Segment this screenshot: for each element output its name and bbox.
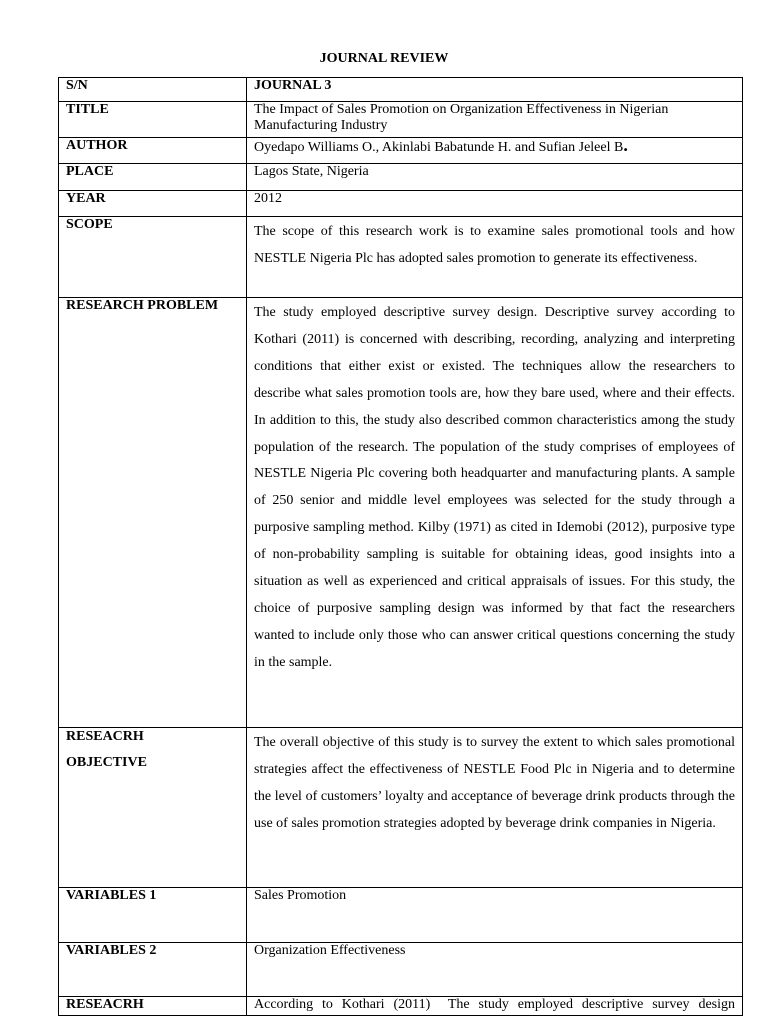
row-place (59, 164, 743, 191)
variables2-value: Organization Effectiveness (247, 943, 743, 997)
row-research-problem (59, 298, 743, 728)
title-value: The Impact of Sales Promotion on Organization Effectiveness in Nigerian Manufacturing Industry (247, 102, 743, 138)
row-sn (59, 78, 743, 102)
research-objective-label-line2: OBJECTIVE (66, 755, 147, 770)
row-research-method (59, 997, 743, 1016)
scope-label: SCOPE (59, 217, 247, 298)
title-label: TITLE (59, 102, 247, 138)
document-title: JOURNAL REVIEW (319, 51, 449, 66)
variables1-value: Sales Promotion (247, 888, 743, 943)
row-variables1 (59, 888, 743, 943)
research-objective-value: The overall objective of this study is to survey the extent to which sales promotional strategies affect the effectiveness of NESTLE Food Plc in Nigeria and to determine the level of customers’ loyalty and acceptance of beverage drink products through the use of sales promotion strategies adopted by beverage drink companies in Nigeria. (247, 728, 743, 888)
sn-value: JOURNAL 3 (247, 78, 743, 102)
journal-review-table (58, 77, 743, 1016)
place-label: PLACE (59, 164, 247, 191)
row-title (59, 102, 743, 138)
research-problem-value: The study employed descriptive survey design. Descriptive survey according to Kothari (2011) is concerned with describing, recording, analyzing and interpreting conditions that either exist or existed. The techniques allow the researchers to describe what sales promotion tools are, how they bare used, where and their effects. In addition to this, the study also described common characteristics among the study population of the research. The population of the study comprises of employees of NESTLE Nigeria Plc covering both headquarter and manufacturing plants. A sample of 250 senior and middle level employees was selected for the study through a purposive sampling method. Kilby (1971) as cited in Idemobi (2012), purposive type of non-probability sampling is suitable for obtaining ideas, good insights into a situation as well as experienced and critical appraisals of issues. For this study, the choice of purposive sampling design was informed by that fact the researchers wanted to include only those who can answer critical questions concerning the study in the sample. (247, 298, 743, 728)
row-variables2 (59, 943, 743, 997)
place-value: Lagos State, Nigeria (247, 164, 743, 191)
variables1-label: VARIABLES 1 (59, 888, 247, 943)
year-label: YEAR (59, 191, 247, 217)
row-research-objective (59, 728, 743, 888)
author-label: AUTHOR (59, 138, 247, 164)
variables2-label: VARIABLES 2 (59, 943, 247, 997)
scope-value: The scope of this research work is to examine sales promotional tools and how NESTLE Nigeria Plc has adopted sales promotion to generate its effectiveness. (247, 217, 743, 298)
author-cell (247, 135, 743, 164)
research-objective-label (59, 728, 247, 888)
research-objective-label-line1: RESEACRH (66, 729, 144, 744)
author-value: Oyedapo Williams O., Akinlabi Babatunde H. and Sufian Jeleel B (254, 140, 624, 155)
year-value: 2012 (247, 191, 743, 217)
research-problem-label: RESEARCH PROBLEM (59, 298, 247, 728)
row-author (59, 138, 743, 164)
sn-label: S/N (59, 78, 247, 102)
row-scope (59, 217, 743, 298)
research-method-value: According to Kothari (2011) The study employed descriptive survey design (247, 997, 743, 1016)
author-suffix: . (623, 135, 628, 155)
row-year (59, 191, 743, 217)
research-method-label: RESEACRH (59, 997, 247, 1016)
